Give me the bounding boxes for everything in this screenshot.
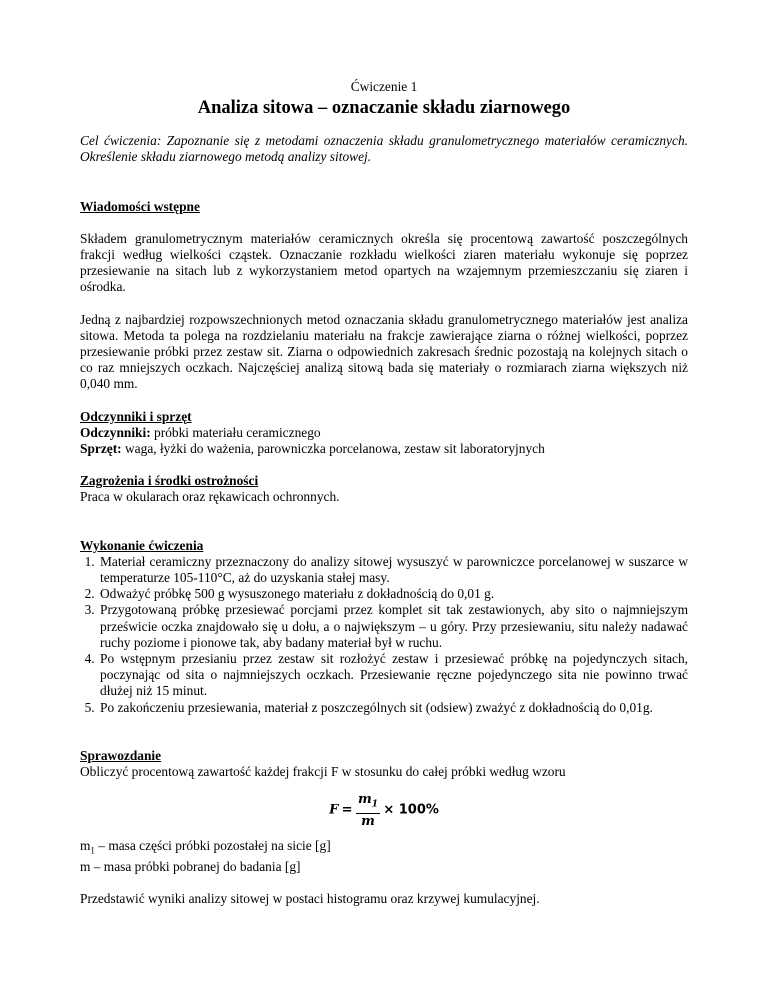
formula-equals: = <box>341 802 353 818</box>
legend-m1: $m_1$ – masa części próbki pozostałej na sicie [g] <box>80 838 331 856</box>
equipment-label: Sprzęt: <box>80 441 122 457</box>
section-heading-procedure: Wykonanie ćwiczenia <box>80 537 204 553</box>
procedure-step: 1. Materiał ceramiczny przeznaczony do analizy sitowej wysuszyć w parowniczce porcelanowej w suszarce w temperaturze 105-110°C, aż do uzyskania stałej masy. <box>98 554 688 586</box>
formula <box>80 792 688 828</box>
exercise-aim: Cel ćwiczenia: Zapoznanie się z metodami oznaczenia składu granulometrycznego materiałów ceramicznych. Określenie składu ziarnowego metodą analizy sitowej. <box>80 133 688 165</box>
procedure-steps <box>80 554 688 716</box>
procedure-step: 4. Po wstępnym przesianiu przez zestaw sit rozłożyć zestaw i przesiewać próbkę na pojedynczych sitach, poczynając od sita o najmniejszych oczkach. Przesiewanie ręczne pojedynczego sita nie powinno trwać dłużej niż 15 minut. <box>98 651 688 700</box>
equipment-line <box>80 441 688 457</box>
formula-fraction <box>356 792 380 830</box>
section-heading-report: Sprawozdanie <box>80 747 162 763</box>
formula-multiplier: × 100% <box>383 802 439 818</box>
reagents-text: próbki materiału ceramicznego <box>150 424 321 440</box>
report-intro: Obliczyć procentową zawartość każdej frakcji F w stosunku do całej próbki według wzoru <box>80 764 566 780</box>
reagents-label: Odczynniki: <box>80 424 151 440</box>
formula-lhs: F <box>329 802 339 818</box>
procedure-step: 3. Przygotowaną próbkę przesiewać porcjami przez komplet sit tak zestawionych, aby sito o najmniejszym prześwicie oczka znajdowało się u dołu, a o największym – u góry. Przy przesiewaniu, situ należy nadawać ruchy poziome i pionowe tak, aby badany materiał był w ruchu. <box>98 602 688 651</box>
document-title: Analiza sitowa – oznaczanie składu ziarnowego <box>197 98 571 119</box>
intro-paragraph-2: Jedną z najbardziej rozpowszechnionych metod oznaczania składu granulometrycznego materiałów jest analiza sitowa. Metoda ta polega na rozdzielaniu materiału na frakcje zawierające ziarna o różnej wielkości, poprzez przesiewanie próbki przez zestaw sit. Ziarna o odpowiednich zakresach średnic pozostają na kolejnych sitach o co raz mniejszych oczkach. Najczęściej analizą sitową bada się materiały o rozmiarach ziarna większych niż 0,040 mm. <box>80 311 688 392</box>
legend-m: m – masa próbki pobranej do badania [g] <box>80 859 301 875</box>
exercise-number: Ćwiczenie 1 <box>350 79 418 94</box>
section-heading-intro: Wiadomości wstępne <box>80 198 200 214</box>
equipment-text: waga, łyżki do ważenia, parowniczka porcelanowa, zestaw sit laboratoryjnych <box>121 441 545 457</box>
section-heading-reagents: Odczynniki i sprzęt <box>80 408 192 424</box>
procedure-step: 2. Odważyć próbkę 500 g wysuszonego materiału z dokładnością do 0,01 g. <box>98 586 688 602</box>
safety-text: Praca w okularach oraz rękawicach ochronnych. <box>80 489 340 505</box>
section-heading-safety: Zagrożenia i środki ostrożności <box>80 473 259 489</box>
intro-paragraph-1: Składem granulometrycznym materiałów ceramicznych określa się procentową zawartość poszczególnych frakcji według wielkości cząstek. Oznaczanie rozkładu wielkości ziaren materiału wykonuje się poprzez przesiewanie na sitach lub z wykorzystaniem metod opartych na wzajemnym przemieszczaniu się ziaren i ośrodka. <box>80 230 688 295</box>
formula-numerator: $m_1$ <box>356 792 380 814</box>
report-closing: Przedstawić wyniki analizy sitowej w postaci histogramu oraz krzywej kumulacyjnej. <box>80 891 540 907</box>
procedure-step: 5. Po zakończeniu przesiewania, materiał z poszczególnych sit (odsiew) zważyć z dokładnością do 0,01g. <box>98 700 688 716</box>
formula-denominator: m <box>361 813 375 829</box>
document-page <box>80 0 688 908</box>
reagents-line <box>80 425 688 441</box>
